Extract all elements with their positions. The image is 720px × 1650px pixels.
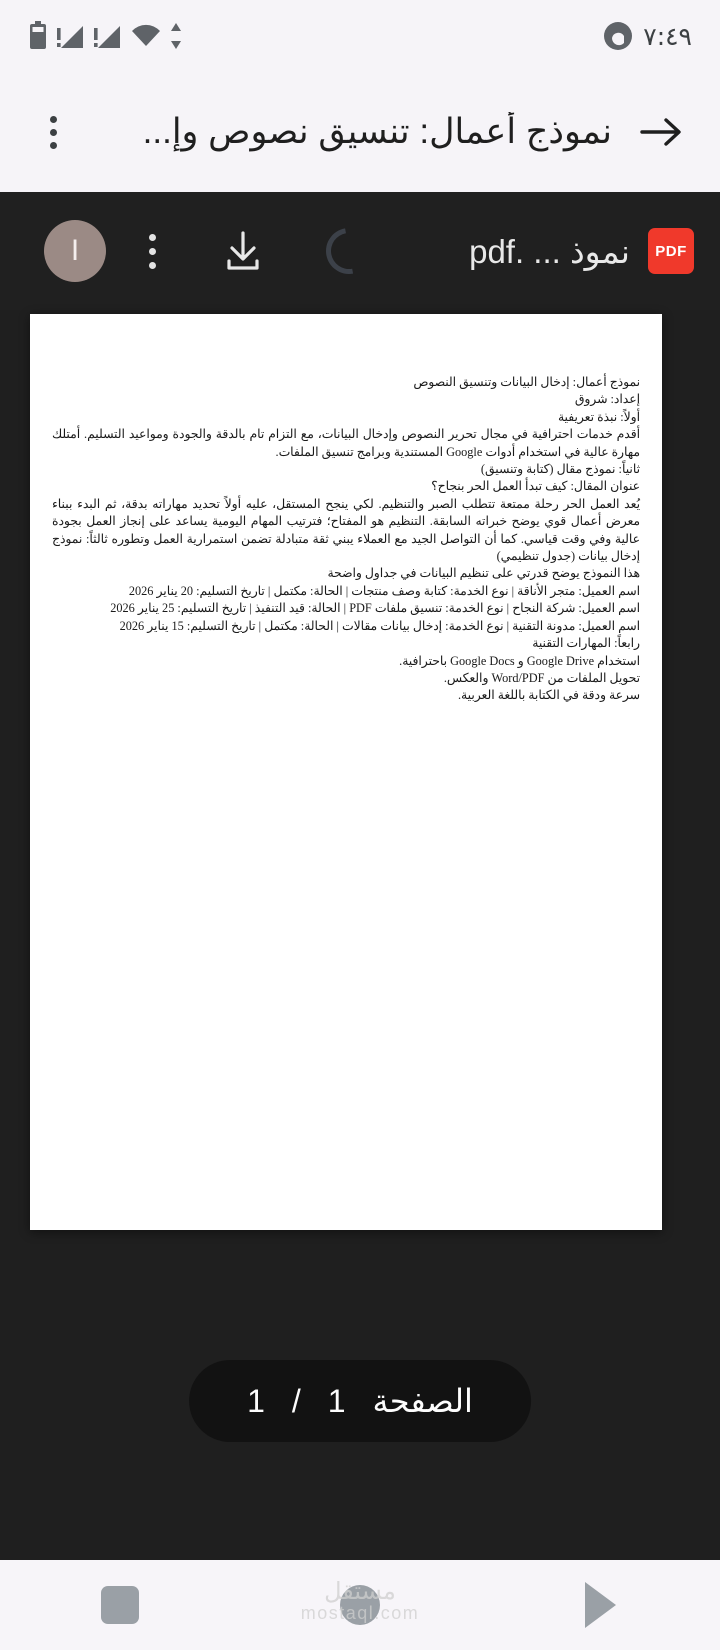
play-triangle-back-icon <box>585 1582 616 1628</box>
doc-line: أولاً: نبذة تعريفية <box>557 409 640 424</box>
wifi-icon <box>131 24 161 48</box>
page-indicator-total: 1 <box>247 1382 266 1419</box>
document-content <box>52 374 640 705</box>
doc-line: ثانياً: نموذج مقال (كتابة وتنسيق) <box>480 462 640 477</box>
square-recents-icon <box>101 1586 139 1624</box>
doc-table-row: اسم العميل: شركة النجاح | نوع الخدمة: تنسيق ملفات PDF | الحالة: قيد التنفيذ | تاريخ التسليم: 25 يناير 2026 <box>110 601 640 616</box>
viewer-toolbar <box>0 192 720 310</box>
recents-button[interactable] <box>40 1586 200 1624</box>
more-vert-icon-dot <box>50 129 57 136</box>
download-button[interactable] <box>212 220 274 282</box>
doc-line: رابعاً: المهارات التقنية <box>532 636 640 651</box>
doc-paragraph: أقدم خدمات احترافية في مجال تحرير النصوص وإدخال البيانات، مع التزام تام بالدقة والجودة ومواعيد التسليم. أمتلك مهارة عالية في استخدام أدوات Google المستندية وبرامج تنسيق الملفات. <box>52 427 640 459</box>
arrow-forward-icon <box>638 114 686 150</box>
spinner-icon <box>317 219 381 283</box>
doc-line: هذا النموذج يوضح قدرتي على تنظيم البيانات في جداول واضحة <box>327 566 640 581</box>
status-bar-clock: ٧:٤٩ <box>643 21 692 51</box>
data-transfer-icon <box>170 23 182 49</box>
watermark-arabic: مستقل <box>324 1578 396 1605</box>
more-vert-icon-dot <box>50 142 57 149</box>
download-icon <box>219 227 267 275</box>
battery-icon <box>28 21 48 51</box>
status-bar-right <box>603 21 692 51</box>
more-vert-icon-dot <box>50 116 57 123</box>
doc-line: إعداد: شروق <box>574 392 640 407</box>
watermark-latin: mostaql.com <box>300 1603 420 1623</box>
viewer-overflow-button[interactable] <box>128 220 176 282</box>
status-bar-left-icons <box>28 21 182 51</box>
signal-off-icon <box>57 22 85 50</box>
doc-line: نموذج أعمال: إدخال البيانات وتنسيق النصوص <box>413 375 640 389</box>
app-bar-title: نموذج أعمال: تنسيق نصوص وإ... <box>142 112 612 151</box>
more-vert-icon-dot <box>149 262 156 269</box>
status-bar <box>0 0 720 72</box>
home-circle-icon <box>340 1585 380 1625</box>
file-name-label: نموذ ... .pdf <box>469 232 630 270</box>
doc-line: استخدام Google Drive و Google Docs باحترافية. <box>399 653 640 668</box>
doc-line: تحويل الملفات من Word/PDF والعكس. <box>443 670 640 685</box>
page-indicator-current: 1 <box>327 1382 347 1419</box>
back-nav-button[interactable] <box>520 1582 680 1628</box>
dnd-icon <box>603 21 633 51</box>
more-vert-icon-dot <box>149 234 156 241</box>
signal-off-icon <box>94 22 122 50</box>
more-vert-icon-dot <box>149 248 156 255</box>
avatar[interactable]: I <box>44 220 106 282</box>
pdf-file-type-badge: PDF <box>648 228 694 274</box>
doc-paragraph: يُعد العمل الحر رحلة ممتعة تتطلب الصبر والتنظيم. لكي ينجح المستقل، عليه أولاً تحديد مهاراته بدقة، ثم البدء ببناء معرض أعمال قوي يوضح خبراته السابقة. التنظيم هو المفتاح؛ فترتيب المهام اليومية يساعد على إنجاز العمل بجودة عالية وفي وقت قياسي. كما أن التواصل الجيد مع العملاء يبني ثقة متبادلة تضمن استمرارية العمل وتطوره ثالثاً: نموذج إدخال بيانات (جدول تنظيمي) <box>52 496 640 564</box>
system-navigation-bar <box>0 1560 720 1650</box>
doc-line: عنوان المقال: كيف تبدأ العمل الحر بنجاح؟ <box>431 479 640 494</box>
back-button[interactable] <box>634 104 690 160</box>
pdf-viewer <box>0 192 720 1650</box>
document-page[interactable] <box>30 314 662 1230</box>
doc-line: سرعة ودقة في الكتابة باللغة العربية. <box>457 688 640 703</box>
app-bar <box>0 72 720 192</box>
doc-table-row: اسم العميل: مدونة التقنية | نوع الخدمة: إدخال بيانات مقالات | الحالة: مكتمل | تاريخ التسليم: 15 يناير 2026 <box>119 618 640 633</box>
page-indicator-label: الصفحة <box>372 1383 473 1419</box>
home-button[interactable] <box>280 1585 440 1625</box>
doc-table-row: اسم العميل: متجر الأناقة | نوع الخدمة: كتابة وصف منتجات | الحالة: مكتمل | تاريخ التسليم: 20 يناير 2026 <box>128 583 640 598</box>
page-indicator-separator: / <box>291 1382 302 1419</box>
page-indicator[interactable] <box>189 1360 531 1442</box>
app-bar-overflow-button[interactable] <box>30 104 76 160</box>
